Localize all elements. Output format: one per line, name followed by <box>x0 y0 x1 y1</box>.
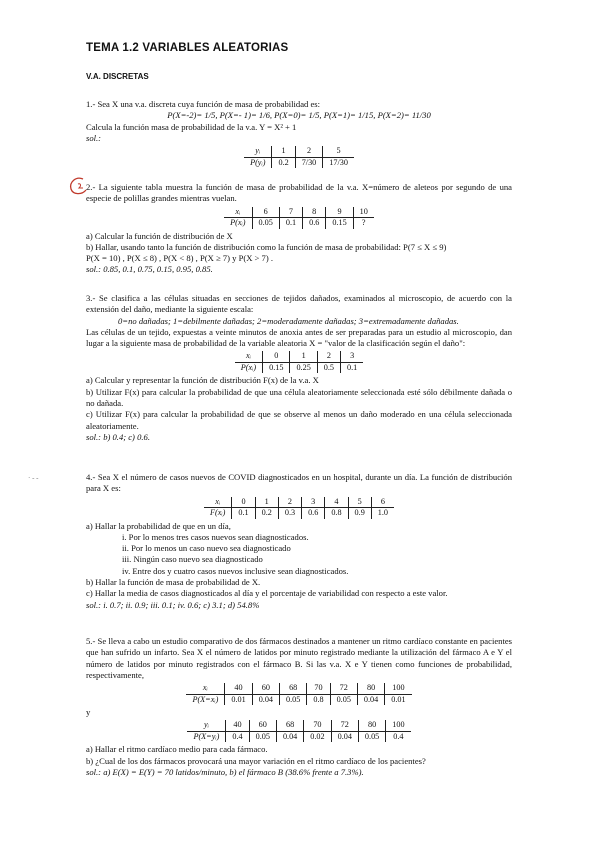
problem-5-part-a: a) Hallar el ritmo cardíaco medio para cada fármaco. <box>86 744 268 755</box>
problem-2 <box>86 182 512 276</box>
table-cell: 0.1 <box>232 508 255 519</box>
table-cell: 0.15 <box>326 218 353 229</box>
table-row <box>204 508 394 519</box>
table-cell: P(xᵢ) <box>240 362 257 372</box>
table-row <box>186 694 411 705</box>
table-cell: 1 <box>290 351 317 362</box>
table-row <box>187 731 410 742</box>
table-row <box>224 218 374 229</box>
problem-1-statement: 1.- Sea X una v.a. discreta cuya función de masa de probabilidad es: <box>86 99 321 109</box>
table-cell: 17/30 <box>323 157 354 168</box>
problem-3 <box>86 293 512 443</box>
table-cell: 68 <box>276 720 303 731</box>
page-title: TEMA 1.2 VARIABLES ALEATORIAS <box>86 42 289 54</box>
problem-5-statement: 5.- Se lleva a cabo un estudio comparativo de dos fármacos destinados a mantener un ritmo cardíaco constante en pacientes que han sufrido un infarto. Sea X el número de latidos por minuto registrado mediante la utilización del fármaco A e Y el número de latidos por minuto registrados con el fármaco B. Si las v.a. X e Y tienen como funciones de probabilidad, respectivamente, <box>86 636 512 680</box>
table-cell: 0.04 <box>357 694 384 705</box>
problem-2-statement: 2.- La siguiente tabla muestra la función de masa de probabilidad de la v.a. X=número de aleteos por segundo de una especie de polillas grandes mientras vuelan. <box>86 182 512 204</box>
table-row <box>186 683 411 694</box>
table-cell: 0.6 <box>302 508 325 519</box>
problem-1-probabilities: P(X=-2)= 1/5, P(X=- 1)= 1/6, P(X=0)= 1/5, P(X=1)= 1/15, P(X=2)= 11/30 <box>167 110 431 121</box>
problem-4-part-b: b) Hallar la función de masa de probabilidad de X. <box>86 577 261 588</box>
problem-4-table <box>204 497 394 519</box>
problem-3-solution: sol.: b) 0.4; c) 0.6. <box>86 431 150 442</box>
table-cell: xᵢ <box>224 207 252 218</box>
table-cell: 0.15 <box>263 362 290 373</box>
table-row <box>204 497 394 508</box>
table-cell: 0.02 <box>304 731 331 742</box>
problem-2-part-b-cont: P(X = 10) , P(X ≤ 8) , P(X < 8) , P(X ≥ 7) y P(X > 7) . <box>86 253 274 264</box>
table-cell: 0 <box>263 351 290 362</box>
table-cell: 0.4 <box>386 731 411 742</box>
table-cell: 7/30 <box>295 157 323 168</box>
table-cell: 100 <box>385 683 412 694</box>
problem-4 <box>86 472 512 611</box>
table-cell: 0.1 <box>341 362 364 373</box>
table-cell: 0 <box>232 497 255 508</box>
table-cell: 60 <box>249 720 276 731</box>
table-row <box>244 146 354 157</box>
table-row <box>244 157 354 168</box>
table-row <box>235 351 364 362</box>
table-cell: 0.05 <box>358 731 385 742</box>
problem-3-statement: 3.- Se clasifica a las células situadas en secciones de tejidos dañados, examinados al microscopio, de acuerdo con la extensión del daño, mediante la siguiente escala: <box>86 293 512 315</box>
table-cell: 0.05 <box>330 694 357 705</box>
table-cell: yᵢ <box>187 720 225 731</box>
table-cell: P(X=yᵢ) <box>193 731 220 741</box>
table-cell: 1.0 <box>371 508 394 519</box>
table-cell: 0.05 <box>252 218 279 229</box>
table-cell: 1 <box>255 497 278 508</box>
problem-3-part-b: b) Utilizar F(x) para calcular la probabilidad de que una célula aleatoriamente seleccionada esté sólo débilmente dañada o no dañada. <box>86 386 512 409</box>
problem-3-scale: 0=no dañadas; 1=debilmente dañadas; 2=moderadamente dañadas; 3=extremadamente dañadas. <box>118 315 459 326</box>
problem-4-solution: sol.: i. 0.7; ii. 0.9; iii. 0.1; iv. 0.6; c) 3.1; d) 54.8% <box>86 599 260 610</box>
table-cell: 0.01 <box>385 694 412 705</box>
table-cell: 0.04 <box>331 731 358 742</box>
table-cell: 0.04 <box>252 694 279 705</box>
table-cell: 0.01 <box>225 694 252 705</box>
table-cell: 6 <box>371 497 394 508</box>
problem-2-table <box>224 207 374 229</box>
margin-mark: · - - <box>28 474 39 482</box>
problem-5-table-y <box>187 720 410 742</box>
problem-4-item-iv: iv. Entre dos y cuatro casos nuevos inclusive sean diagnosticados. <box>122 565 349 576</box>
problem-4-part-c: c) Hallar la media de casos diagnosticados al día y el porcentaje de variabilidad con respecto a este valor. <box>86 588 448 599</box>
table-cell: 0.1 <box>279 218 302 229</box>
table-row <box>224 207 374 218</box>
problem-5-solution: sol.: a) E(X) = E(Y) = 70 latidos/minuto, b) el fármaco B (38.6% frente a 7.3%). <box>86 767 364 778</box>
table-cell: P(xᵢ) <box>230 218 246 228</box>
problem-3-part-a: a) Calcular y representar la función de distribución F(x) de la v.a. X <box>86 375 319 386</box>
table-cell: 72 <box>331 720 358 731</box>
table-cell: xᵢ <box>235 351 263 362</box>
table-cell: 72 <box>330 683 357 694</box>
table-cell: 100 <box>386 720 411 731</box>
table-cell: 40 <box>226 720 249 731</box>
table-cell: 0.5 <box>317 362 340 373</box>
problem-5 <box>86 636 512 778</box>
table-cell: 80 <box>357 683 384 694</box>
problem-4-item-ii: ii. Por lo menos un caso nuevo sea diagnosticado <box>122 543 291 554</box>
table-cell: 0.4 <box>226 731 249 742</box>
problem-2-part-b: b) Hallar, usando tanto la función de distribución como la función de masa de probabilidad: P(7 ≤ X ≤ 9) <box>86 241 447 252</box>
problem-4-item-iii: iii. Ningún caso nuevo sea diagnosticado <box>122 554 263 565</box>
table-cell: 2 <box>317 351 340 362</box>
table-cell: 7 <box>279 207 302 218</box>
table-cell: 3 <box>341 351 364 362</box>
table-cell: 0.8 <box>307 694 330 705</box>
table-cell: 60 <box>252 683 279 694</box>
problem-4-statement: 4.- Sea X el número de casos nuevos de COVID diagnosticados en un hospital, durante un día. La función de distribución para X es: <box>86 472 512 494</box>
table-row <box>187 720 410 731</box>
problem-1 <box>86 99 512 170</box>
table-cell: 2 <box>278 497 301 508</box>
table-cell: xᵢ <box>186 683 224 694</box>
problem-4-item-i: i. Por lo menos tres casos nuevos sean diagnosticados. <box>122 531 309 542</box>
table-cell: 0.3 <box>278 508 301 519</box>
problem-3-context: Las células de un tejido, expuestas a veinte minutos de anoxia antes de ser preparadas para un estudio al microscopio, dan lugar a la siguiente masa de probabilidad de la variable aleatoria X = "valor de la clasificación según el daño": <box>86 326 512 349</box>
table-cell: 0.8 <box>325 508 348 519</box>
table-cell: 9 <box>326 207 353 218</box>
table-cell: xᵢ <box>204 497 232 508</box>
table-cell: 2 <box>295 146 323 157</box>
table-cell: 0.9 <box>348 508 371 519</box>
table-cell: 5 <box>323 146 354 157</box>
section-subtitle: V.A. DISCRETAS <box>86 72 149 81</box>
problem-1-table <box>244 146 354 168</box>
table-cell: 8 <box>303 207 326 218</box>
table-cell: 68 <box>280 683 307 694</box>
table-cell: 4 <box>325 497 348 508</box>
problem-4-part-a: a) Hallar la probabilidad de que en un día, <box>86 520 231 531</box>
table-cell: P(yᵢ) <box>250 157 266 167</box>
table-cell: 70 <box>307 683 330 694</box>
problem-1-solution-label: sol.: <box>86 132 102 143</box>
problem-5-part-b: b) ¿Cual de los dos fármacos provocará una mayor variación en el ritmo cardíaco de los pacientes? <box>86 755 426 766</box>
table-row <box>235 362 364 373</box>
problem-5-connector: y <box>86 707 91 718</box>
table-cell: 0.2 <box>255 508 278 519</box>
table-cell: 0.04 <box>276 731 303 742</box>
table-cell: 0.6 <box>303 218 326 229</box>
table-cell: 5 <box>348 497 371 508</box>
table-cell: 0.2 <box>272 157 295 168</box>
problem-3-part-c: c) Utilizar F(x) para calcular la probabilidad de que se observe al menos un daño moderado en una célula seleccionada aleatoriamente. <box>86 409 512 431</box>
table-cell: 6 <box>252 207 279 218</box>
table-cell: yᵢ <box>244 146 272 157</box>
problem-2-part-a: a) Calcular la función de distribución de X <box>86 230 233 241</box>
table-cell: 0.05 <box>249 731 276 742</box>
problem-2-solution: sol.: 0.85, 0.1, 0.75, 0.15, 0.95, 0.85. <box>86 264 213 275</box>
table-cell: 1 <box>272 146 295 157</box>
table-cell: 0.05 <box>280 694 307 705</box>
problem-3-table <box>235 351 364 373</box>
table-cell: 40 <box>225 683 252 694</box>
table-cell: 70 <box>304 720 331 731</box>
problem-5-table-x <box>186 683 411 705</box>
table-cell: 0.25 <box>290 362 317 373</box>
table-cell: 3 <box>302 497 325 508</box>
table-cell: 80 <box>358 720 385 731</box>
table-cell: P(X=xᵢ) <box>192 694 219 704</box>
table-cell: 10 <box>353 207 374 218</box>
table-cell: ? <box>353 218 374 229</box>
problem-1-task: Calcula la función masa de probabilidad de la v.a. Y = X² + 1 <box>86 121 297 132</box>
table-cell: F(xᵢ) <box>209 508 226 518</box>
